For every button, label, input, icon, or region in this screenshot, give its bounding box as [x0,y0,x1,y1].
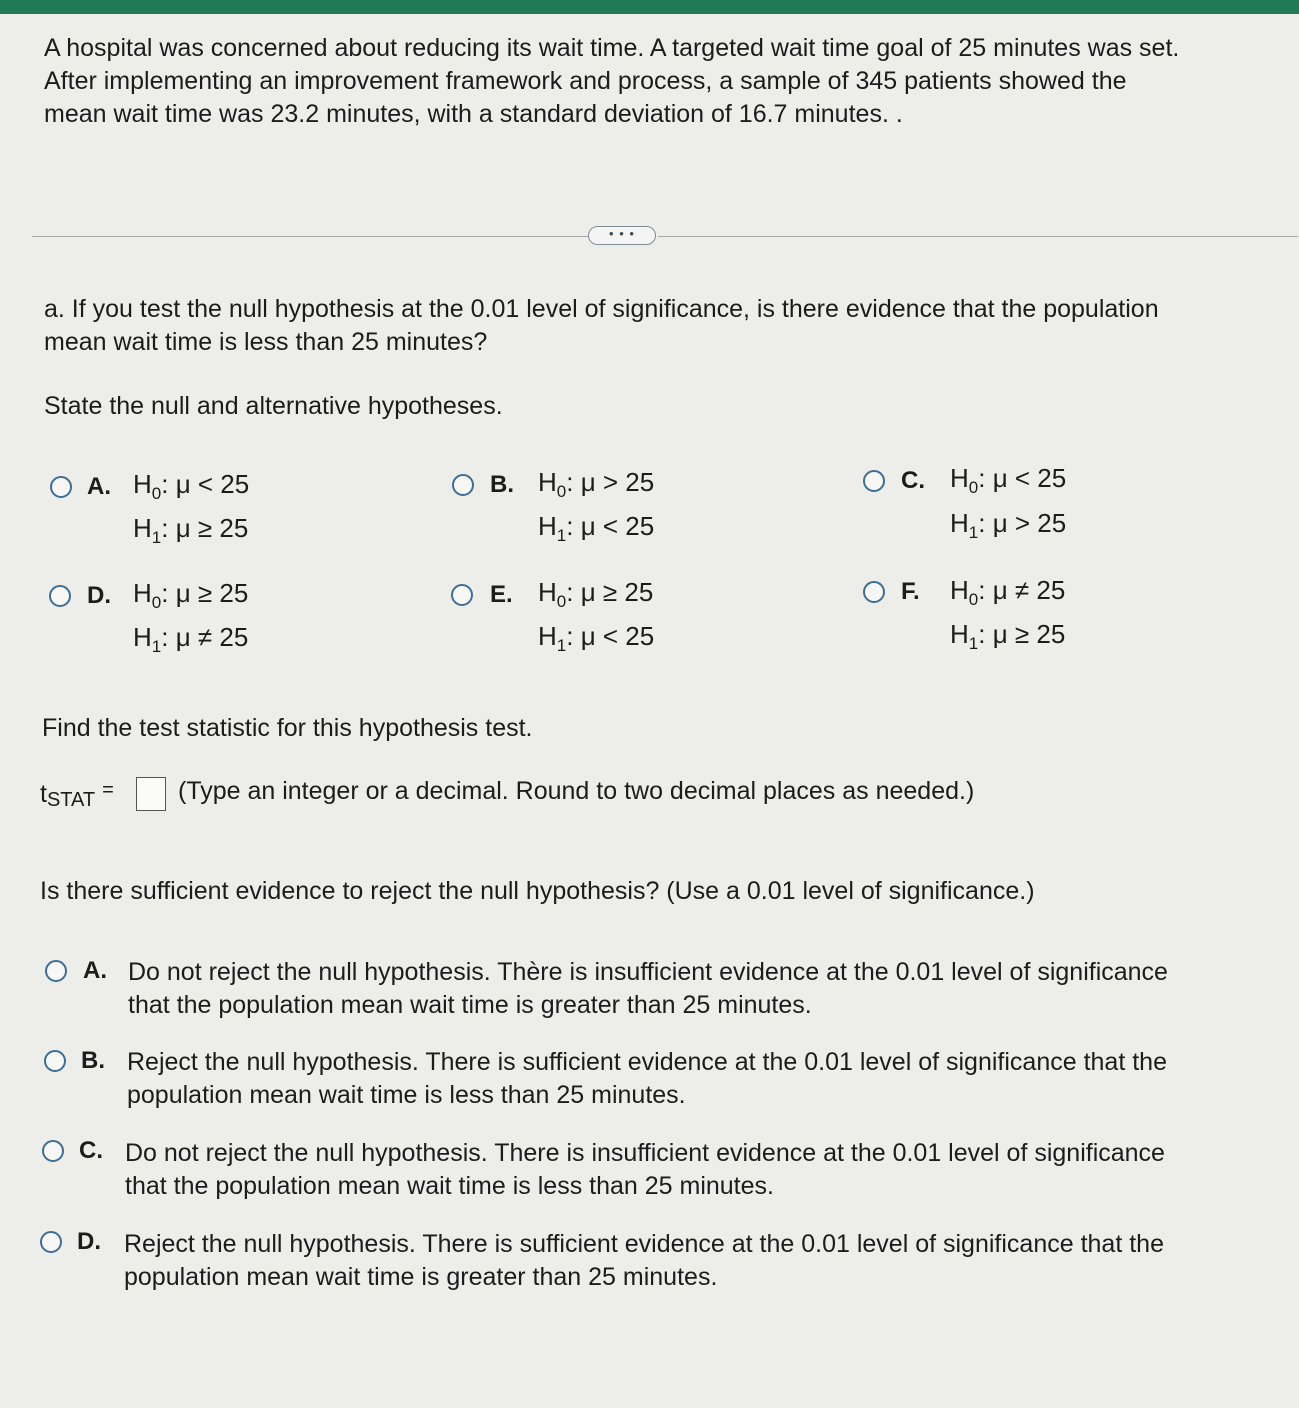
option-letter: F. [901,578,920,605]
option-letter: D. [77,1228,101,1255]
h1-text: $H_1$: μ < 25 [538,511,655,545]
radio-hyp-a[interactable] [50,476,72,498]
radio-concl-d[interactable] [40,1231,62,1253]
part-a-line-1: a. If you test the null hypothesis at the 0.01 level of significance, is there evidence that the population [44,295,1159,323]
radio-concl-a[interactable] [45,960,67,982]
radio-hyp-c[interactable] [863,470,885,492]
radio-hyp-d[interactable] [49,585,71,607]
tstat-input[interactable] [136,777,166,811]
h0-text: $H_0$: μ ≠ 25 [950,575,1066,609]
radio-concl-b[interactable] [44,1050,66,1072]
problem-line-2: After implementing an improvement framework and process, a sample of 345 patients showed the [44,67,1127,95]
test-stat-prompt: Find the test statistic for this hypothesis test. [42,714,533,742]
conclusion-text: Reject the null hypothesis. There is sufficient evidence at the 0.01 level of significance that the population mean wait time is less than 25 minutes. [127,1048,1167,1109]
h0-text: $H_0$: μ ≥ 25 [133,578,249,612]
radio-concl-c[interactable] [42,1140,64,1162]
h1-text: $H_1$: μ ≥ 25 [950,619,1066,653]
h0-text: $H_0$: μ ≥ 25 [538,577,654,611]
tstat-label: tSTAT = [40,779,114,811]
h0-text: $H_0$: μ < 25 [950,463,1067,497]
part-a-question [44,293,1274,359]
h1-text: $H_1$: μ ≠ 25 [133,622,249,656]
part-a-line-2: mean wait time is less than 25 minutes? [44,328,488,356]
problem-line-1: A hospital was concerned about reducing its wait time. A targeted wait time goal of 25 minutes was set. [44,34,1180,62]
option-letter: A. [83,957,107,984]
h1-text: $H_1$: μ ≥ 25 [133,513,249,547]
option-letter: B. [81,1047,105,1074]
h0-text: $H_0$: μ > 25 [538,467,655,501]
h1-text: $H_1$: μ > 25 [950,508,1067,542]
tstat-hint: (Type an integer or a decimal. Round to two decimal places as needed.) [178,777,975,805]
radio-hyp-b[interactable] [452,474,474,496]
divider-left [32,236,588,237]
conclusion-text: Reject the null hypothesis. There is sufficient evidence at the 0.01 level of significance that the population mean wait time is greater than 25 minutes. [124,1230,1164,1291]
option-letter: B. [490,471,514,498]
radio-hyp-e[interactable] [451,584,473,606]
hypotheses-instruction: State the null and alternative hypotheses. [44,392,503,420]
option-letter: D. [87,582,111,609]
option-letter: A. [87,473,111,500]
option-letter: C. [901,467,925,494]
reject-question: Is there sufficient evidence to reject the null hypothesis? (Use a 0.01 level of significance.) [40,877,1035,905]
conclusion-text: Do not reject the null hypothesis. There is insufficient evidence at the 0.01 level of significance that the population mean wait time is less than 25 minutes. [125,1139,1165,1200]
h1-text: $H_1$: μ < 25 [538,621,655,655]
divider-right [658,236,1298,237]
h0-text: $H_0$: μ < 25 [133,469,250,503]
problem-statement [44,32,1274,131]
expand-more-button[interactable]: • • • [588,226,656,245]
top-accent-bar [0,0,1299,14]
option-letter: E. [490,581,513,608]
conclusion-text: Do not reject the null hypothesis. Thère is insufficient evidence at the 0.01 level of significance that the population mean wait time is greater than 25 minutes. [128,958,1168,1019]
option-letter: C. [79,1137,103,1164]
radio-hyp-f[interactable] [863,581,885,603]
problem-line-3: mean wait time was 23.2 minutes, with a standard deviation of 16.7 minutes. . [44,100,903,128]
